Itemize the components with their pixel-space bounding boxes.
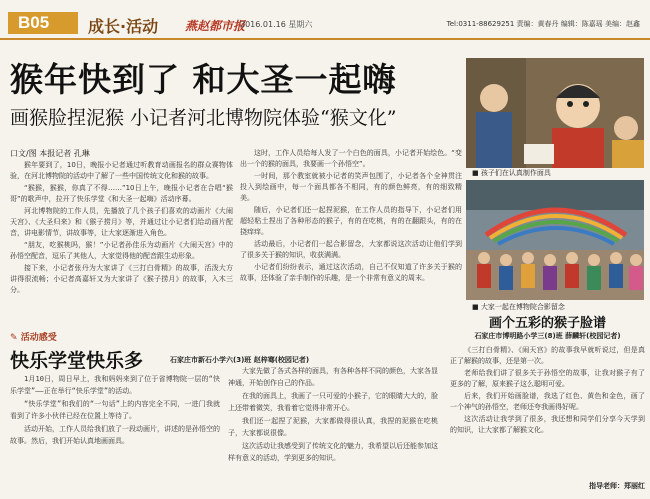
paragraph: 这时，工作人员给每人发了一个白色的面具，小记者开始绘色。“变出一个的猴的面具，我要画一个孙悟空”。 (240, 149, 462, 168)
paragraph: 猴年要到了，10日，晚报小记者通过听教育动画报名的群众赛物体验，在河北博物院的活动中了解了一些中国传统文化和猴的故事。 (10, 161, 233, 180)
paragraph: 我们还一起捏了泥猴，大家都做得很认真，我捏的泥猴在吃桃子，大家都说很像。 (228, 417, 438, 437)
paragraph: 《三打白骨精》、《闹天宫》的故事我早就听说过，但是真正了解猴的故事，还是第一次。 (450, 346, 645, 365)
article2-column-1 (10, 373, 220, 497)
paragraph: 老师给我们讲了很多关于孙悟空的故事，让我对猴子有了更多的了解，原来猴子这么聪明可爱。 (450, 369, 645, 388)
issue-date: 2016.01.16 星期六 (240, 20, 313, 29)
photo-bottom-caption: ■ 大家一起在博物院合影留念 (472, 303, 565, 311)
paragraph: 活动开始，工作人员给我们放了一段动画片，讲述的是孙悟空的故事。然后，我们开始认真地画面具。 (10, 425, 220, 445)
paragraph: 随后，小记者们还一起捏泥猴，在工作人员的指导下，小记者们用超轻粘土捏出了各种形态的猴子，有的在吃桃，有的在翻跟头，有的在挠痒痒。 (240, 206, 462, 236)
article3-byline: 石家庄市博明路小学三(8)班 薛麟轩(校园记者) (474, 332, 621, 340)
article3-teacher: 指导老师：郑丽红 (589, 482, 645, 490)
article2-byline: 石家庄市新石小学六(3)班 赵梓骞(校园记者) (170, 356, 310, 364)
pen-icon: ✎ (10, 333, 18, 343)
paragraph: “猴猴，猴猴，你真了不得……”10日上午，晚报小记者在合唱“猴哥”的歌声中，拉开了快乐学堂《和大圣一起嗨》活动序幕。 (10, 184, 233, 203)
article1-column-1 (10, 160, 233, 325)
section-name: 成长·活动 (88, 17, 159, 36)
article2-title: 快乐学堂快乐多 (10, 350, 144, 372)
tag-label: 活动感受 (20, 333, 57, 343)
photo-group (466, 180, 644, 300)
main-headline: 猴年快到了 和大圣一起嗨 (10, 60, 397, 99)
paragraph: 小记者们纷纷表示，通过这次活动，自己不仅知道了许多关于猴的故事，还体验了亲手制作的乐趣，是一个非常有意义的周末。 (240, 263, 462, 282)
paragraph: 接下来，小记者张丹为大家讲了《三打白骨精》的故事，活泼大方讲得很流畅；小记者高嘉轩又为大家讲了《猴子捞月》的故事，入木三分。 (10, 264, 233, 294)
section-number: B05 (18, 13, 50, 32)
page-header (0, 0, 650, 40)
paragraph: “朋友，吃猴桃吗，猴！”小记者孙佳乐为动画片《大闹天宫》中的孙悟空配音，逗乐了其他人，大家觉得他的配音跟生动形象。 (10, 241, 233, 260)
paragraph: 活动最后，小记者们一起合影留念，大家都说这次活动让他们学到了很多关于猴的知识，收获满满。 (240, 240, 462, 259)
paragraph: 河北博物院的工作人员，先播放了几个孩子们喜欢的动画片《大闹天宫》、《大圣归来》和《猴子捞月》等，并通过让小记者们给动画片配音，讲电影情节，讲故事等，让大家逐渐进入角色。 (10, 207, 233, 237)
photo-top-caption: ■ 孩子们在认真制作面具 (472, 169, 551, 177)
paragraph: 这次活动让我学到了很多，我还想和同学们分享今天学到的知识，让大家都了解猴文化。 (450, 415, 645, 434)
photo-children-masks-illustration (466, 58, 644, 168)
article2-column-2 (228, 365, 438, 497)
paragraph: 1月10日，周日早上，我和妈妈来到了位于省博物院一层的“快乐学堂”——正在举行“快乐学堂”的活动。 (10, 375, 220, 395)
photo-children-masks (466, 58, 644, 168)
paragraph: 这次活动让我感受到了传统文化的魅力，我希望以后还能参加这样有意义的活动，学到更多的知识。 (228, 442, 438, 462)
article3-column (450, 345, 645, 470)
header-rule (0, 38, 650, 40)
sub-headline: 画猴脸捏泥猴 小记者河北博物院体验“猴文化” (10, 107, 397, 129)
paragraph: “快乐学堂”和我们的“一句话”上的内容完全不同，一进门我就看到了许多小伙伴已经在位置上等待了。 (10, 400, 220, 420)
paragraph: 大家先做了各式各样的面具，有各种各样不同的颜色，大家各显神通，开始创作自己的作品。 (228, 367, 438, 387)
photo-group-illustration (466, 180, 644, 300)
paragraph: 一时间，那个教室就被小记者的笑声包围了，小记者各个全神贯注投入到绘画中，每一个面具都各不相同，有的颜色鲜亮，有的细致精美。 (240, 172, 462, 202)
paragraph: 后来，我们开始画脸谱，我选了红色、黄色和金色，画了一个神气的孙悟空，老师还夸我画得好呢。 (450, 392, 645, 411)
activity-feelings-tag (10, 330, 57, 343)
editor-meta: Tel:0311-88629251 责编：黄春丹 编辑：陈嘉瑶 美编：赵鑫 (446, 20, 640, 28)
article1-byline: 口文/图 本报记者 孔琳 (10, 149, 90, 158)
paragraph: 在我的面具上，我画了一只可爱的小猴子，它的眼睛大大的，脸上还带着微笑，我看着它觉得非常开心。 (228, 392, 438, 412)
article3-title: 画个五彩的猴子脸谱 (488, 316, 606, 331)
paper-logo: 燕赵都市报 (185, 19, 246, 33)
article1-column-2 (240, 148, 462, 326)
